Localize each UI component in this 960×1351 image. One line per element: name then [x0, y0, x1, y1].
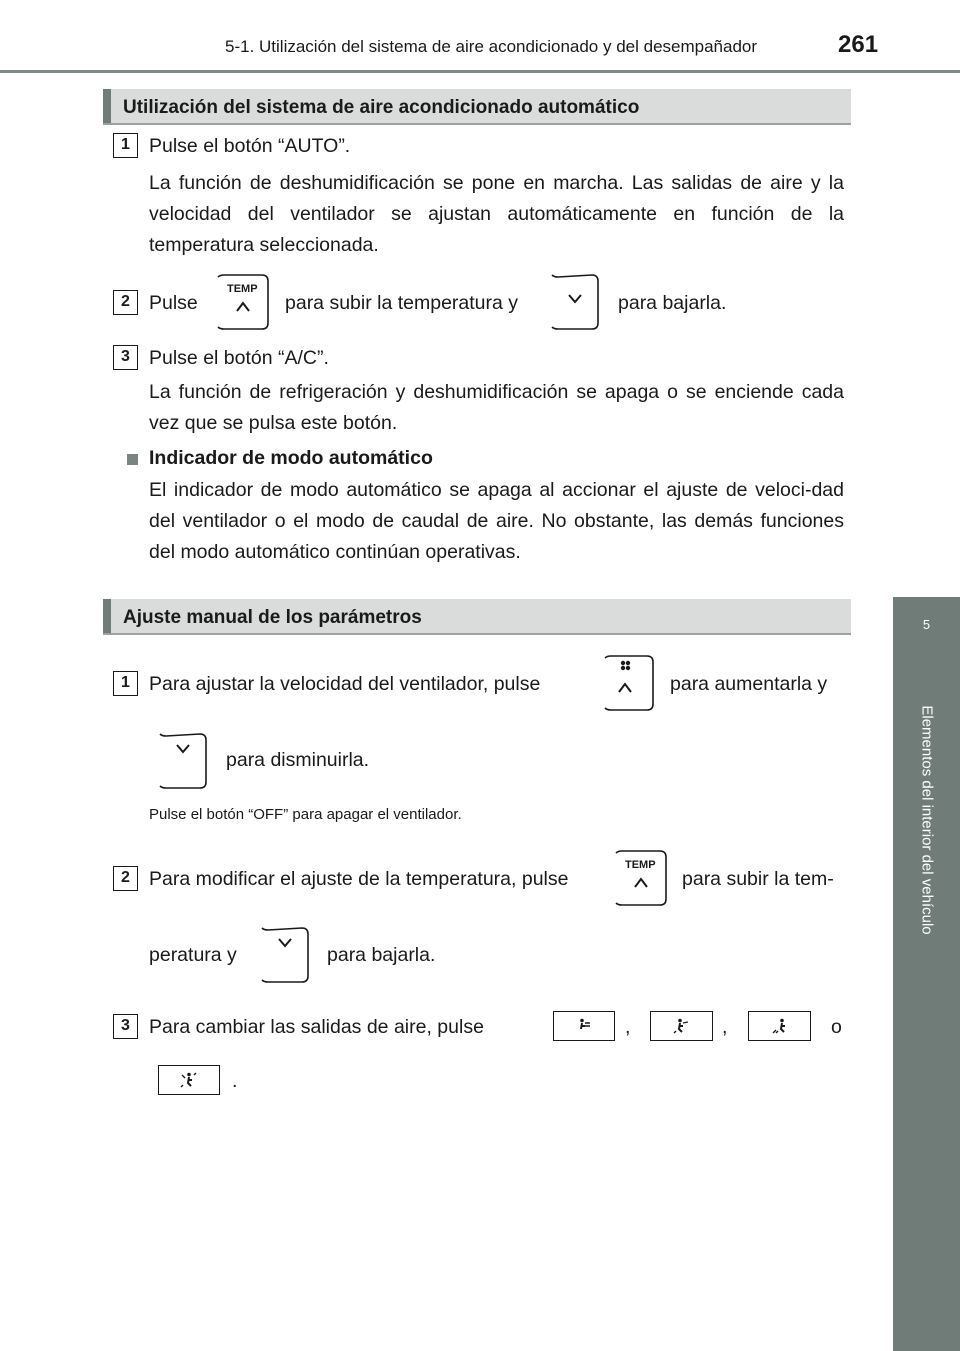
step-text: Pulse [149, 292, 198, 314]
separator-comma: , [722, 1016, 728, 1038]
separator-comma: , [625, 1016, 631, 1038]
step-text: para bajarla. [618, 292, 727, 314]
step-description: La función de refrigeración y deshumidificación se apaga o se enciende cada vez que se pulsa este botón. [149, 381, 844, 434]
step-badge: 3 [113, 1014, 138, 1039]
step-badge: 2 [113, 290, 138, 315]
chapter-number: 5 [922, 617, 931, 632]
running-header: 5-1. Utilización del sistema de aire acondicionado y del desempañador [225, 37, 758, 56]
section-header-manual [103, 599, 851, 635]
small-note: Pulse el botón “OFF” para apagar el ventilador. [149, 806, 462, 823]
step-text: Pulse el botón “A/C”. [149, 347, 329, 369]
fan-up-button-icon [603, 654, 655, 712]
step-text: peratura y [149, 944, 237, 966]
vent-feet-defrost-icon [158, 1065, 220, 1095]
note-bullet [127, 454, 138, 465]
step-description: La función de deshumidificación se pone en marcha. Las salidas de aire y la velocidad del ventilador se ajustan automáticamente en función de la temperatura seleccionada. [149, 172, 844, 256]
section-header-auto [103, 89, 851, 125]
step-text: para disminuirla. [226, 749, 370, 771]
step-text: para subir la tem- [682, 868, 834, 890]
down-button-icon [550, 273, 600, 331]
chapter-label: Elementos del interior del vehículo [918, 705, 936, 935]
step-text: Para cambiar las salidas de aire, pulse [149, 1016, 484, 1038]
down-button-icon [158, 732, 208, 790]
step-text: Para ajustar la velocidad del ventilador, pulse [149, 673, 541, 695]
vent-face-icon [553, 1011, 615, 1041]
temp-up-button-icon [216, 273, 270, 331]
note-text: El indicador de modo automático se apaga al accionar el ajuste de veloci-dad del ventilador o el modo de caudal de aire. No obstante, las demás funciones del modo automático continúan operativas. [149, 479, 844, 563]
step-text: Para modificar el ajuste de la temperatura, pulse [149, 868, 569, 890]
down-button-icon [260, 926, 310, 984]
temp-label: TEMP [625, 859, 656, 871]
section-title: Utilización del sistema de aire acondicionado automático [123, 97, 640, 118]
step-badge: 3 [113, 345, 138, 370]
step-text: para subir la temperatura y [285, 292, 519, 314]
step-text: para bajarla. [327, 944, 436, 966]
step-text: Pulse el botón “AUTO”. [149, 135, 351, 157]
chapter-tab [893, 597, 960, 678]
step-badge: 1 [113, 133, 138, 158]
step-badge: 2 [113, 866, 138, 891]
header-rule [0, 70, 960, 73]
temp-label: TEMP [227, 283, 258, 295]
vent-feet-icon [748, 1011, 811, 1041]
page-number: 261 [838, 31, 879, 58]
section-title: Ajuste manual de los parámetros [123, 607, 422, 628]
vent-bilevel-icon [650, 1011, 713, 1041]
note-title: Indicador de modo automático [149, 447, 433, 469]
step-text: para aumentarla y [670, 673, 828, 695]
period-text: . [232, 1070, 238, 1092]
or-text: o [831, 1016, 842, 1038]
temp-up-button-icon [614, 849, 668, 907]
step-badge: 1 [113, 671, 138, 696]
